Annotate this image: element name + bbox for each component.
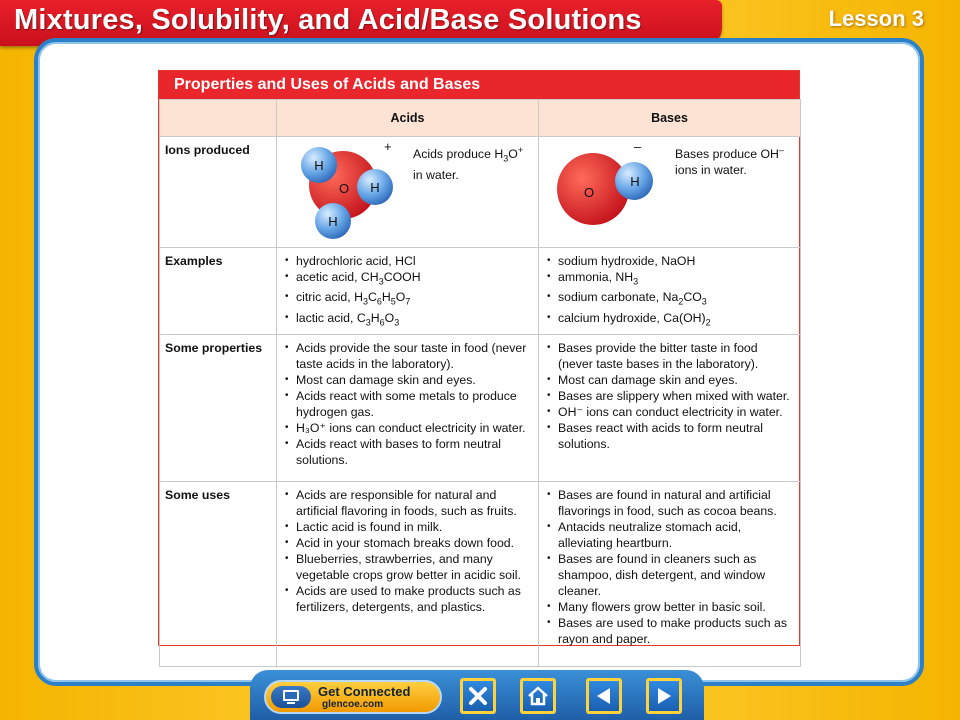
base-example-item-sub2: 3 (701, 296, 707, 307)
table-title: Properties and Uses of Acids and Bases (159, 71, 799, 99)
get-connected-button[interactable] (264, 680, 442, 714)
acid-ions-cell (277, 137, 539, 248)
column-header-acids: Acids (277, 100, 539, 137)
base-example-item-sub1: 2 (678, 296, 684, 307)
base-example-item-pre: sodium hydroxide, NaOH (558, 254, 696, 268)
base-charge: – (634, 139, 642, 154)
atom-o-2: O (583, 185, 595, 200)
acid-use-item: • Acids are used to make products such as fertilizers, detergents, and plastics. (296, 583, 530, 615)
base-example-item-pre: sodium carbonate, Na (558, 290, 679, 305)
home-button[interactable] (520, 678, 556, 714)
page-title: Mixtures, Solubility, and Acid/Base Solutions (14, 4, 642, 36)
row-header-examples: Examples (160, 248, 277, 335)
acid-example-item-sub2: 6 (376, 296, 382, 307)
forward-button[interactable] (646, 678, 682, 714)
header-blank (160, 100, 277, 137)
acid-charge: + (384, 139, 392, 154)
acid-ions-sup: + (517, 145, 524, 155)
acid-property-item: • H₃O⁺ ions can conduct electricity in water. (296, 420, 530, 436)
base-example-item-pre: calcium hydroxide, Ca(OH) (558, 310, 706, 325)
acid-use-item: • Acid in your stomach breaks down food. (296, 535, 530, 551)
acid-ions-sub: 3 (503, 153, 509, 164)
acid-example-item (296, 253, 530, 269)
base-property-item: • Most can damage skin and eyes. (558, 372, 792, 388)
home-icon (527, 685, 549, 707)
acid-properties-cell (277, 335, 539, 482)
acid-example-item-sub3: 5 (390, 296, 396, 307)
acid-example-item-sub3: 3 (394, 317, 400, 328)
acid-ions-text (413, 142, 523, 183)
acid-uses-list (281, 487, 534, 615)
base-ions-cell (539, 137, 801, 248)
row-header-uses: Some uses (160, 482, 277, 667)
acid-example-item-post1: H (370, 310, 380, 325)
base-property-item: • Bases are slippery when mixed with water. (558, 388, 792, 404)
column-header-bases: Bases (539, 100, 801, 137)
acid-example-item-sub1: 3 (365, 317, 371, 328)
back-arrow-icon (593, 685, 615, 707)
base-examples-list (543, 253, 796, 330)
base-example-item (558, 269, 792, 289)
hydronium-molecule-icon (299, 141, 399, 241)
atom-o-1: O (338, 181, 350, 196)
acid-ions-line1: Acids produce H (413, 147, 504, 162)
row-header-properties: Some properties (160, 335, 277, 482)
acid-example-item-post2: O (384, 310, 395, 325)
hydroxide-molecule-icon (551, 141, 661, 241)
base-use-item: • Many flowers grow better in basic soil. (558, 599, 792, 615)
acid-example-item-post3: O (395, 290, 406, 305)
base-example-item (558, 289, 792, 309)
base-ions-line2: ions in water. (675, 163, 747, 178)
acid-example-item-pre: hydrochloric acid, HCl (296, 254, 416, 268)
base-ions-sup: – (778, 145, 784, 155)
base-ions-line1: Bases produce OH (675, 147, 779, 162)
base-use-item: • Bases are found in natural and artificial flavorings in food, such as cocoa beans. (558, 487, 792, 519)
acid-example-item (296, 310, 530, 330)
acid-use-item: • Lactic acid is found in milk. (296, 519, 530, 535)
base-property-item: • Bases react with acids to form neutral solutions. (558, 420, 792, 452)
computer-icon (271, 686, 311, 708)
glencoe-site-label: glencoe.com (322, 699, 384, 710)
acid-example-item-sub4: 7 (405, 296, 411, 307)
properties-table (158, 70, 800, 646)
acid-example-item-sub2: 6 (379, 317, 385, 328)
base-example-item-sub1: 3 (633, 276, 639, 287)
acid-example-item-pre: lactic acid, C (296, 310, 366, 325)
base-examples-cell (539, 248, 801, 335)
close-button[interactable] (460, 678, 496, 714)
base-property-item: • Bases provide the bitter taste in food (never taste bases in the laboratory). (558, 340, 792, 372)
acid-example-item-pre: acetic acid, CH (296, 270, 379, 284)
base-example-item-pre: ammonia, NH (558, 270, 634, 284)
acid-example-item-post1: C (367, 290, 377, 305)
atom-h-3: H (328, 214, 338, 229)
acid-ions-line2: in water. (413, 167, 459, 182)
base-properties-list (543, 340, 796, 452)
base-example-item (558, 310, 792, 330)
forward-arrow-icon (653, 685, 675, 707)
lesson-label: Lesson 3 (828, 6, 924, 31)
base-example-item (558, 253, 792, 269)
acid-use-item: • Acids are responsible for natural and artificial flavoring in foods, such as fruits. (296, 487, 530, 519)
atom-h-1: H (314, 158, 324, 173)
acid-uses-cell (277, 482, 539, 667)
acid-example-item (296, 269, 530, 289)
atom-h-4: H (630, 174, 640, 189)
acid-example-item (296, 289, 530, 309)
base-property-item: • OH⁻ ions can conduct electricity in water. (558, 404, 792, 420)
row-header-ions: Ions produced (160, 137, 277, 248)
acid-examples-cell (277, 248, 539, 335)
base-ions-text (675, 142, 784, 178)
base-uses-list (543, 487, 796, 647)
base-use-item: • Bases are used to make products such as rayon and paper. (558, 615, 792, 647)
base-properties-cell (539, 335, 801, 482)
close-icon (467, 685, 489, 707)
base-use-item: • Antacids neutralize stomach acid, alleviating heartburn. (558, 519, 792, 551)
base-example-item-sub1: 2 (705, 317, 711, 328)
back-button[interactable] (586, 678, 622, 714)
base-uses-cell (539, 482, 801, 667)
acid-ions-line1-post: O (508, 147, 518, 162)
base-example-item-post1: CO (683, 290, 702, 305)
acid-property-item: • Acids react with some metals to produce hydrogen gas. (296, 388, 530, 420)
base-use-item: • Bases are found in cleaners such as shampoo, dish detergent, and window cleaner. (558, 551, 792, 599)
acid-examples-list (281, 253, 534, 330)
acid-property-item: • Most can damage skin and eyes. (296, 372, 530, 388)
acid-example-item-sub1: 3 (362, 296, 368, 307)
acid-property-item: • Acids react with bases to form neutral solutions. (296, 436, 530, 468)
acid-example-item-post2: H (381, 290, 391, 305)
acid-property-item: • Acids provide the sour taste in food (never taste acids in the laboratory). (296, 340, 530, 372)
acid-use-item: • Blueberries, strawberries, and many vegetable crops grow better in acidic soil. (296, 551, 530, 583)
acid-example-item-sub1: 3 (378, 276, 384, 287)
acid-example-item-post1: COOH (383, 270, 421, 284)
get-connected-label: Get Connected (318, 684, 411, 699)
atom-h-2: H (370, 180, 380, 195)
acid-properties-list (281, 340, 534, 468)
acid-example-item-pre: citric acid, H (296, 290, 363, 305)
navigation-bar (250, 670, 704, 720)
